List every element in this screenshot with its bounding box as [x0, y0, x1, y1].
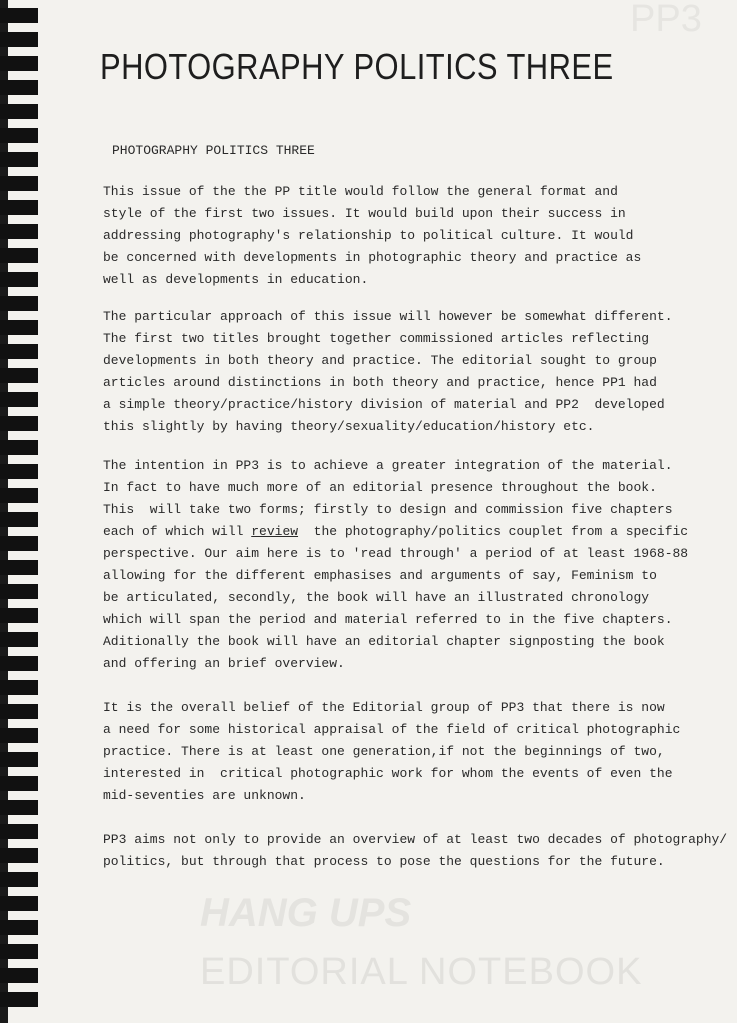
text-segment: the photography/politics couplet from a specific — [298, 524, 689, 539]
text-line: allowing for the different emphasises and arguments of say, Feminism to — [103, 568, 657, 583]
text-line: mid-seventies are unknown. — [103, 788, 306, 803]
show-through-editorial-notebook: EDITORIAL NOTEBOOK — [200, 951, 643, 993]
text-line: The first two titles brought together commissioned articles reflecting — [103, 331, 650, 346]
show-through-hang-ups: HANG UPS — [200, 891, 412, 935]
text-line: PP3 aims not only to provide an overview of at least two decades of photography/ — [103, 832, 728, 847]
text-line: be articulated, secondly, the book will have an illustrated chronology — [103, 590, 650, 605]
text-line: Aditionally the book will have an editorial chapter signposting the book — [103, 634, 665, 649]
text-line: The intention in PP3 is to achieve a greater integration of the material. — [103, 458, 673, 473]
text-line: and offering an brief overview. — [103, 656, 345, 671]
section-heading: PHOTOGRAPHY POLITICS THREE — [112, 143, 315, 158]
text-line: The particular approach of this issue will however be somewhat different. — [103, 309, 673, 324]
spiral-binding — [0, 8, 38, 1013]
paragraph-1 — [103, 181, 641, 291]
text-line: practice. There is at least one generation,if not the beginnings of two, — [103, 744, 665, 759]
show-through-pp3: PP3 — [630, 0, 702, 40]
text-line: developments in both theory and practice. The editorial sought to group — [103, 353, 657, 368]
underlined-word: review — [251, 524, 299, 539]
paragraph-4 — [103, 697, 680, 807]
text-line: be concerned with developments in photographic theory and practice as — [103, 250, 642, 265]
text-line: addressing photography's relationship to political culture. It would — [103, 228, 634, 243]
text-line: In fact to have much more of an editorial presence throughout the book. — [103, 480, 657, 495]
paragraph-2 — [103, 306, 673, 438]
text-line: a need for some historical appraisal of the field of critical photographic — [103, 722, 681, 737]
text-line: perspective. Our aim here is to 'read through' a period of at least 1968-88 — [103, 546, 689, 561]
paragraph-5 — [103, 829, 727, 873]
text-line: style of the first two issues. It would build upon their success in — [103, 206, 626, 221]
text-line: politics, but through that process to pose the questions for the future. — [103, 854, 665, 869]
text-segment: each of which will — [103, 524, 252, 539]
text-line: which will span the period and material referred to in the five chapters. — [103, 612, 673, 627]
text-line: This issue of the the PP title would follow the general format and — [103, 184, 618, 199]
text-line: interested in critical photographic work for whom the events of even the — [103, 766, 673, 781]
text-line: This will take two forms; firstly to design and commission five chapters — [103, 502, 673, 517]
text-line: this slightly by having theory/sexuality/education/history etc. — [103, 419, 595, 434]
paragraph-3 — [103, 455, 688, 675]
text-line: well as developments in education. — [103, 272, 369, 287]
text-line: a simple theory/practice/history division of material and PP2 developed — [103, 397, 665, 412]
text-line: articles around distinctions in both theory and practice, hence PP1 had — [103, 375, 657, 390]
page-title: PHOTOGRAPHY POLITICS THREE — [100, 46, 614, 87]
text-line: It is the overall belief of the Editorial group of PP3 that there is now — [103, 700, 665, 715]
text-line — [103, 521, 688, 543]
